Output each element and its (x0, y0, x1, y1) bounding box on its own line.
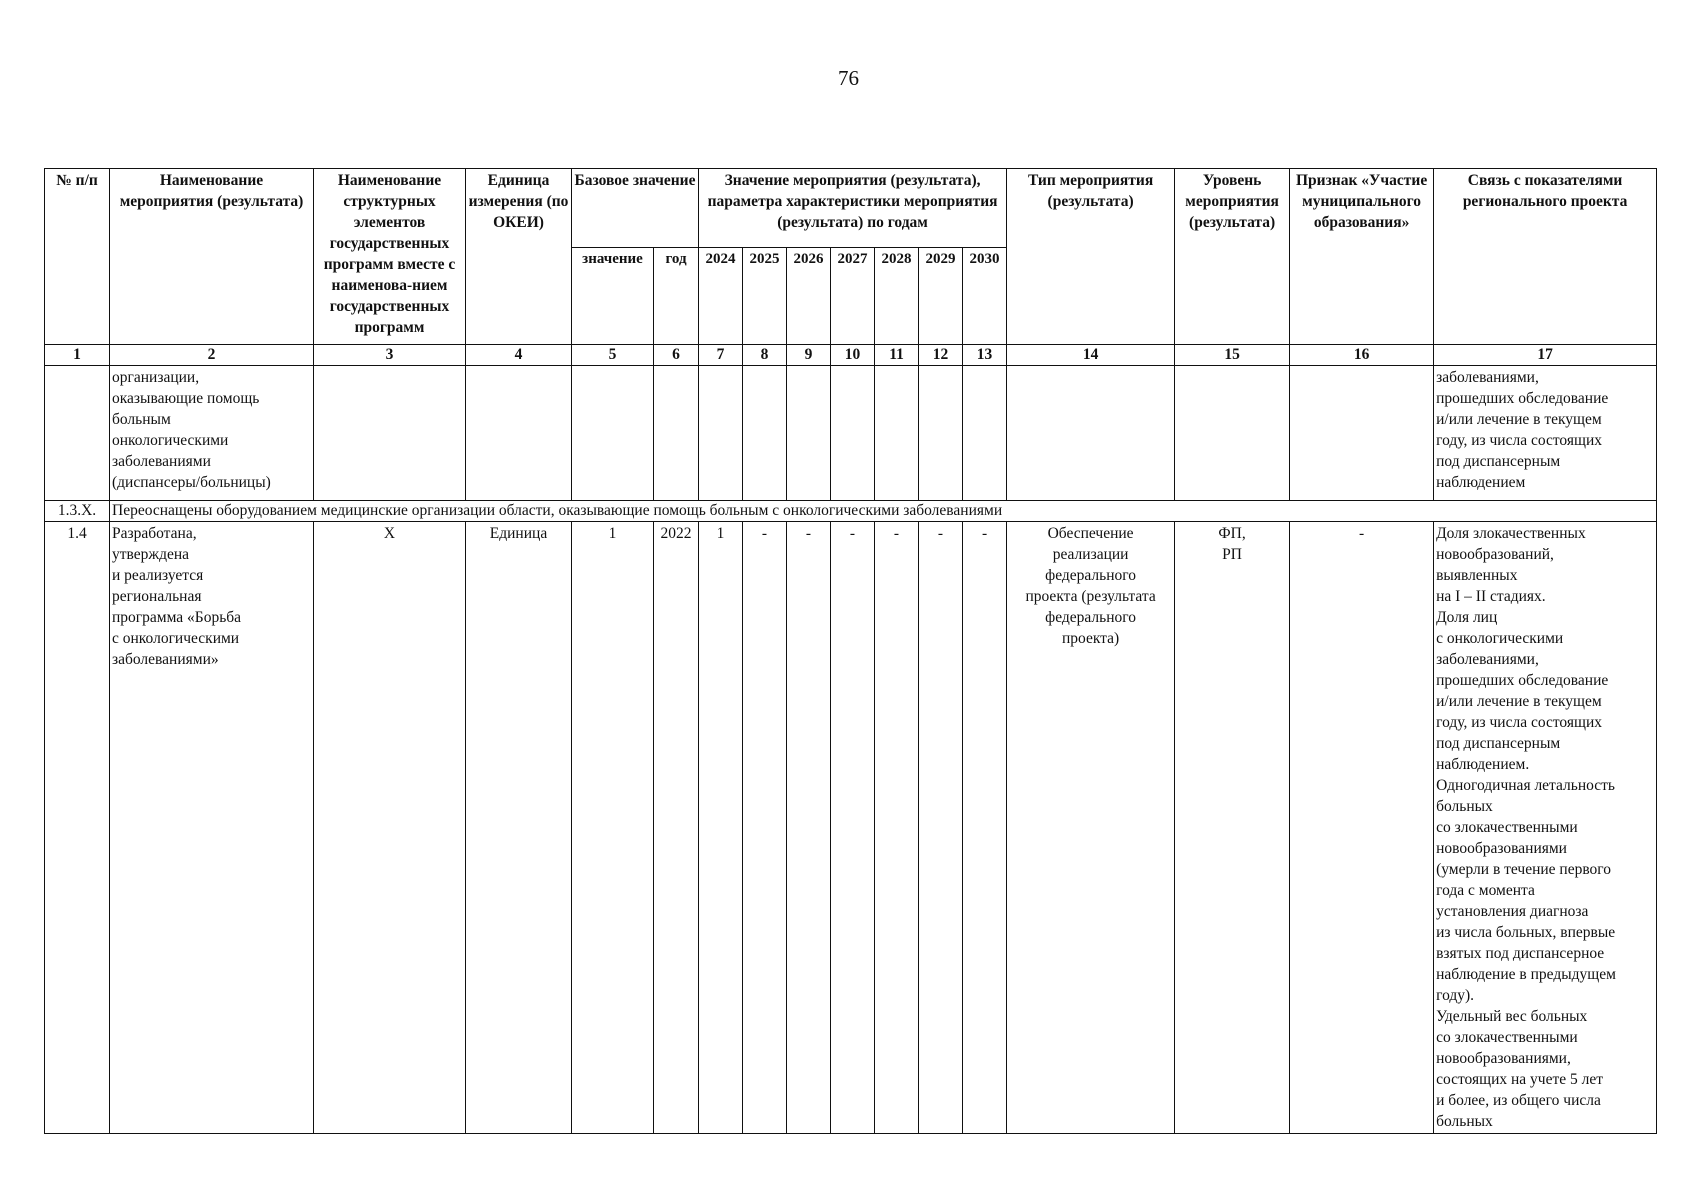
header-num: № п/п (45, 169, 110, 345)
section-title: Переоснащены оборудованием медицинские организации области, оказывающие помощь больным с онкологическими заболеваниями (110, 501, 1657, 522)
cell-link: Доля злокачественных новообразований, выявленных на I – II стадиях. Доля лиц с онкологическими заболеваниями, прошедших обследование и/или лечение в текущем году, из числа состоящих под диспансерным наблюдением. Одногодичная летальность больных со злокачественными новообразованиями (умерли в течение первого года с момента установления диагноза из числа больных, впервые взятых под диспансерное наблюдение в предыдущем году). Удельный вес больных со злокачественными новообразованиями, состоящих на учете 5 лет и более, из общего числа больных (1434, 522, 1657, 1134)
cell-type: Обеспечение реализации федерального проекта (результата федерального проекта) (1007, 522, 1175, 1134)
header-values: Значение мероприятия (результата), параметра характеристики мероприятия (результата) по годам (699, 169, 1007, 248)
cell-year (787, 366, 831, 501)
column-number-row (45, 345, 1657, 366)
cell-base-value: 1 (572, 522, 654, 1134)
table-row (45, 366, 1657, 501)
column-number: 8 (743, 345, 787, 366)
header-year-2024: 2024 (699, 248, 743, 345)
column-number: 11 (875, 345, 919, 366)
header-row (45, 169, 1657, 248)
header-base-year: год (654, 248, 699, 345)
cell-year (875, 366, 919, 501)
cell-unit (466, 366, 572, 501)
header-base: Базовое значение (572, 169, 699, 248)
column-number: 4 (466, 345, 572, 366)
table-row (45, 522, 1657, 1134)
cell-base-year (654, 366, 699, 501)
column-number: 12 (919, 345, 963, 366)
header-level: Уровень мероприятия (результата) (1175, 169, 1290, 345)
header-year-2027: 2027 (831, 248, 875, 345)
cell-num (45, 366, 110, 501)
column-number: 16 (1290, 345, 1434, 366)
measures-table (44, 168, 1657, 1134)
column-number: 2 (110, 345, 314, 366)
cell-level (1175, 366, 1290, 501)
cell-unit: Единица (466, 522, 572, 1134)
cell-year-2026: - (787, 522, 831, 1134)
column-number: 7 (699, 345, 743, 366)
column-number: 1 (45, 345, 110, 366)
column-number: 13 (963, 345, 1007, 366)
section-num: 1.3.X. (45, 501, 110, 522)
cell-base-year: 2022 (654, 522, 699, 1134)
section-row (45, 501, 1657, 522)
cell-year (743, 366, 787, 501)
cell-year-2028: - (875, 522, 919, 1134)
column-number: 17 (1434, 345, 1657, 366)
cell-year-2029: - (919, 522, 963, 1134)
column-number: 15 (1175, 345, 1290, 366)
column-number: 14 (1007, 345, 1175, 366)
cell-year (963, 366, 1007, 501)
cell-year-2025: - (743, 522, 787, 1134)
header-name: Наименование мероприятия (результата) (110, 169, 314, 345)
cell-name: организации, оказывающие помощь больным онкологическими заболеваниями (диспансеры/больницы) (110, 366, 314, 501)
header-type: Тип мероприятия (результата) (1007, 169, 1175, 345)
column-number: 3 (314, 345, 466, 366)
cell-year-2024: 1 (699, 522, 743, 1134)
cell-link: заболеваниями, прошедших обследование и/или лечение в текущем году, из числа состоящих под диспансерным наблюдением (1434, 366, 1657, 501)
header-base-value: значение (572, 248, 654, 345)
column-number: 9 (787, 345, 831, 366)
cell-municipal: - (1290, 522, 1434, 1134)
cell-struct (314, 366, 466, 501)
cell-type (1007, 366, 1175, 501)
column-number: 6 (654, 345, 699, 366)
cell-num: 1.4 (45, 522, 110, 1134)
cell-year (919, 366, 963, 501)
header-year-2030: 2030 (963, 248, 1007, 345)
cell-year (699, 366, 743, 501)
cell-struct: X (314, 522, 466, 1134)
column-number: 5 (572, 345, 654, 366)
header-year-2025: 2025 (743, 248, 787, 345)
column-number: 10 (831, 345, 875, 366)
header-struct: Наименование структурных элементов государственных программ вместе с наименова-нием государственных программ (314, 169, 466, 345)
cell-base-value (572, 366, 654, 501)
cell-level: ФП, РП (1175, 522, 1290, 1134)
header-link: Связь с показателями регионального проекта (1434, 169, 1657, 345)
header-year-2029: 2029 (919, 248, 963, 345)
header-municipal: Признак «Участие муниципального образования» (1290, 169, 1434, 345)
page-number: 76 (838, 66, 859, 90)
cell-name: Разработана, утверждена и реализуется региональная программа «Борьба с онкологическими заболеваниями» (110, 522, 314, 1134)
header-unit: Единица измерения (по ОКЕИ) (466, 169, 572, 345)
header-year-2026: 2026 (787, 248, 831, 345)
cell-year-2030: - (963, 522, 1007, 1134)
cell-year (831, 366, 875, 501)
cell-year-2027: - (831, 522, 875, 1134)
cell-municipal (1290, 366, 1434, 501)
header-year-2028: 2028 (875, 248, 919, 345)
